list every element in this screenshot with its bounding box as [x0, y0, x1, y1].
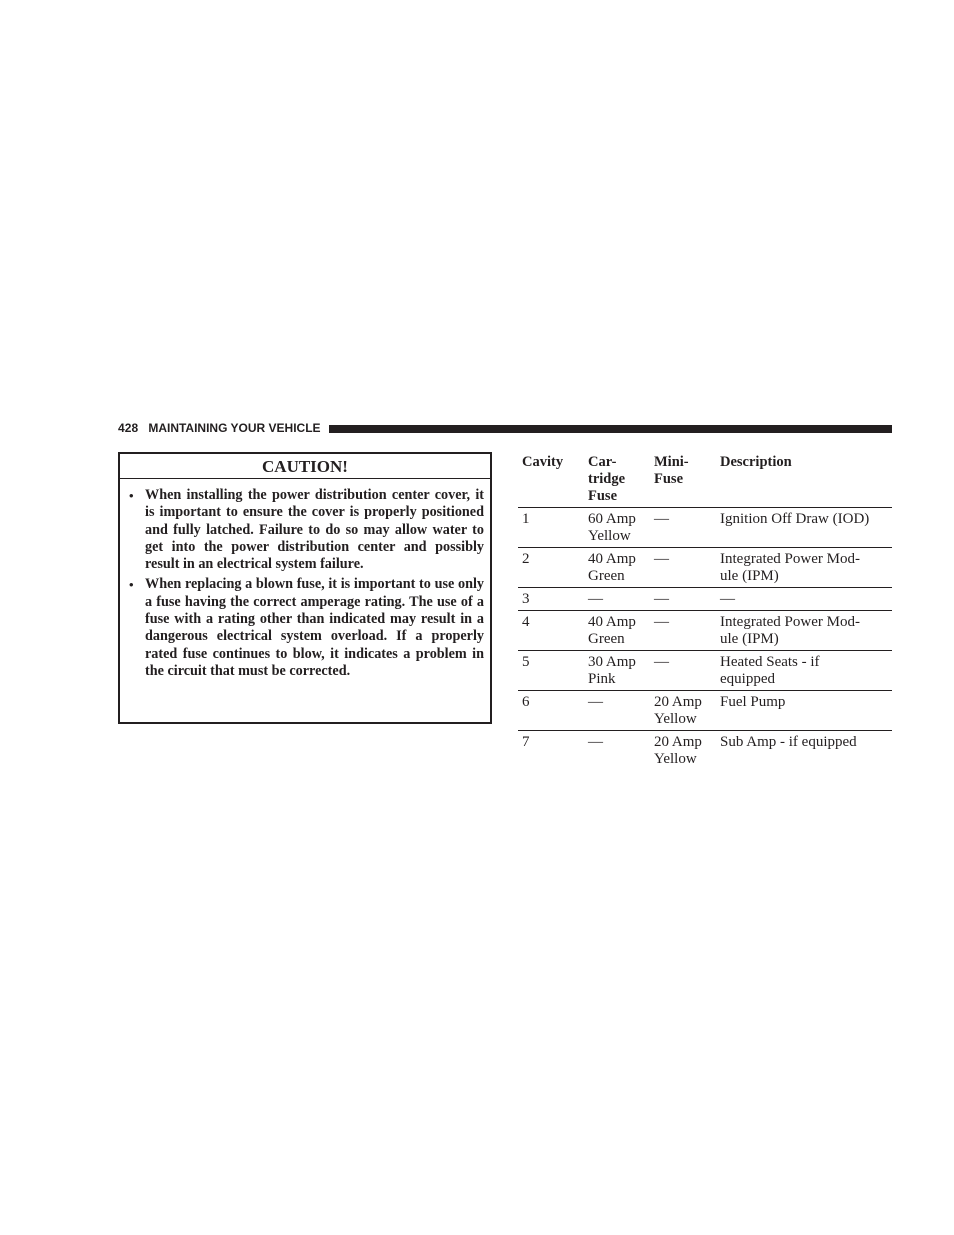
caution-item-text: When replacing a blown fuse, it is important to use only a fuse having the correct amperage rating. The use of a fuse with a rating other than indicated may result in a dangerous electrical system overload. If a properly rated fuse continues to blow, it indicates a problem in the circuit that must be corrected. [145, 576, 484, 679]
caution-item-text: When installing the power distribution center cover, it is important to ensure the cover is properly positioned and fully latched. Failure to do so may allow water to get into the power distribution center and possibly result in an electrical system failure. [145, 487, 484, 573]
table-row [518, 731, 892, 771]
section-title: MAINTAINING YOUR VEHICLE [148, 421, 321, 435]
cell-mini-fuse: — [650, 508, 716, 548]
table-header-row [518, 452, 892, 508]
header-rule [329, 425, 892, 433]
caution-item [128, 487, 484, 573]
cell-description: Heated Seats - if equipped [716, 651, 892, 691]
caution-list [120, 479, 490, 680]
cell-cavity: 4 [518, 611, 584, 651]
fuse-table [518, 452, 892, 770]
caution-item [128, 576, 484, 680]
cell-cavity: 6 [518, 691, 584, 731]
header-mini-fuse: Mini- Fuse [650, 452, 716, 508]
cell-cartridge-fuse: — [584, 691, 650, 731]
cell-description: Integrated Power Mod- ule (IPM) [716, 548, 892, 588]
cell-mini-fuse: 20 Amp Yellow [650, 691, 716, 731]
cell-mini-fuse: — [650, 548, 716, 588]
cell-cartridge-fuse: 40 Amp Green [584, 611, 650, 651]
cell-cartridge-fuse: 30 Amp Pink [584, 651, 650, 691]
cell-mini-fuse: — [650, 588, 716, 611]
cell-cartridge-fuse: 40 Amp Green [584, 548, 650, 588]
cell-mini-fuse: 20 Amp Yellow [654, 734, 702, 767]
cell-description: Ignition Off Draw (IOD) [716, 508, 892, 548]
cell-mini-fuse: — [650, 611, 716, 651]
cell-cartridge-fuse: — [588, 734, 603, 750]
table-row [518, 651, 892, 691]
caution-box [118, 452, 492, 724]
cell-cartridge-fuse: 60 Amp Yellow [584, 508, 650, 548]
table-row [518, 588, 892, 611]
cell-description: Sub Amp - if equipped [720, 734, 857, 750]
cell-description: — [716, 588, 892, 611]
cell-cavity: 5 [518, 651, 584, 691]
table-row [518, 691, 892, 731]
caution-title: CAUTION! [120, 454, 490, 479]
cell-cavity: 2 [518, 548, 584, 588]
cell-description: Fuel Pump [716, 691, 892, 731]
bullet-icon: • [129, 577, 134, 593]
cell-mini-fuse: — [650, 651, 716, 691]
fuse-table-body [518, 508, 892, 771]
table-row [518, 548, 892, 588]
cell-cavity: 1 [518, 508, 584, 548]
cell-cartridge-fuse: — [584, 588, 650, 611]
cell-cavity: 7 [522, 734, 530, 750]
page-header [118, 420, 892, 436]
table-row [518, 611, 892, 651]
table-row [518, 508, 892, 548]
header-description: Description [716, 452, 892, 508]
bullet-icon: • [129, 488, 134, 503]
cell-description: Integrated Power Mod- ule (IPM) [716, 611, 892, 651]
page-number: 428 [118, 421, 139, 435]
header-cavity: Cavity [518, 452, 584, 508]
cell-cavity: 3 [518, 588, 584, 611]
header-cartridge-fuse: Car- tridge Fuse [584, 452, 650, 508]
